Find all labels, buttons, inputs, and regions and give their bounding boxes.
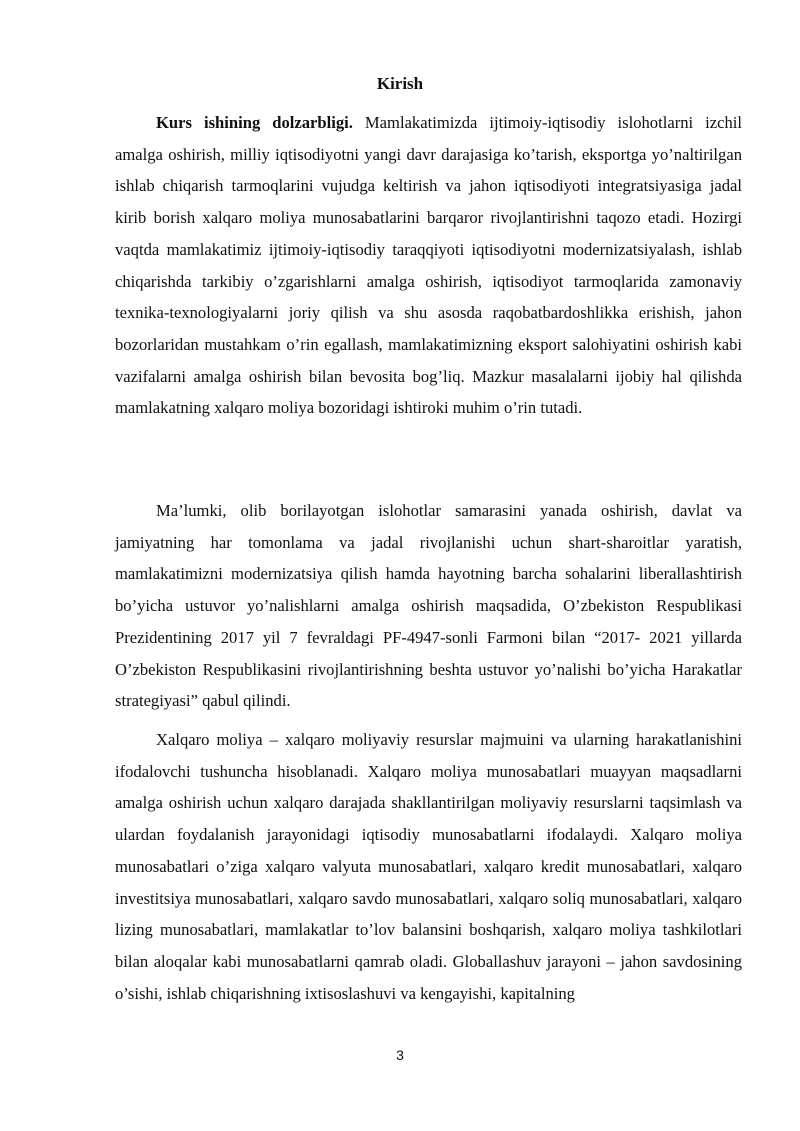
paragraph-text: Mamlakatimizda ijtimoiy-iqtisodiy islohotlarni izchil amalga oshirish, milliy iqtisodiyotni yangi davr darajasiga ko’tarish, eksportga yo’naltirilgan ishlab chiqarish tarmoqlarini vujudga keltirish va jahon iqtisodiyoti integratsiyasiga jadal kirib borish xalqaro moliya munosabatlarini barqaror rivojlantirishni taqozo etadi. Hozirgi vaqtda mamlakatimiz ijtimoiy-iqtisodiy taraqqiyoti iqtisodiyotni modernizatsiyalash, ishlab chiqarishda tarkibiy o’zgarishlarni amalga oshirish, iqtisodiyot tarmoqlarida zamonaviy texnika-texnologiyalarni joriy qilish va shu asosda raqobatbardoshlikka erishish, jahon bozorlaridan mustahkam o’rin egallash, mamlakatimizning eksport salohiyatini oshirish kabi vazifalarni amalga oshirish bilan bevosita bog’liq. Mazkur masalalarni ijobiy hal qilishda mamlakatning xalqaro moliya bozoridagi ishtiroki muhim o’rin tutadi. (115, 113, 742, 418)
section-heading: Kirish (376, 74, 424, 93)
paragraph-relevance (115, 107, 742, 424)
paragraph-text: Xalqaro moliya – xalqaro moliyaviy resurslar majmuini va ularning harakatlanishini ifodalovchi tushuncha hisoblanadi. Xalqaro moliya munosabatlari muayyan maqsadlarni amalga oshirish uchun xalqaro darajada shakllantirilgan moliyaviy resurslarni taqsimlash va ulardan foydalanish jarayonidagi iqtisodiy munosabatlarni ifodalaydi. Xalqaro moliya munosabatlari o’ziga xalqaro valyuta munosabatlari, xalqaro kredit munosabatlari, xalqaro investitsiya munosabatlari, xalqaro savdo munosabatlari, xalqaro soliq munosabatlari, xalqaro lizing munosabatlari, mamlakatlar to’lov balansini boshqarish, xalqaro moliya tashkilotlari bilan aloqalar kabi munosabatlarni qamrab oladi. Globallashuv jarayoni – jahon savdosining o’sishi, ishlab chiqarishning ixtisoslashuvi va kengayishi, kapitalning (115, 730, 742, 1003)
paragraph-international-finance (115, 724, 742, 1009)
paragraph-reforms (115, 495, 742, 717)
paragraph-lead: Kurs ishining dolzarbligi. (156, 113, 353, 132)
page-number: 3 (396, 1047, 404, 1063)
paragraph-text: Ma’lumki, olib borilayotgan islohotlar samarasini yanada oshirish, davlat va jamiyatning har tomonlama va jadal rivojlanishi uchun shart-sharoitlar yaratish, mamlakatimizni modernizatsiya qilish hamda hayotning barcha sohalarini liberallashtirish bo’yicha ustuvor yo’nalishlarni amalga oshirish maqsadida, O’zbekiston Respublikasi Prezidentining 2017 yil 7 fevraldagi PF-4947-sonli Farmoni bilan “2017- 2021 yillarda O’zbekiston Respublikasini rivojlantirishning beshta ustuvor yo’nalishi bo’yicha Harakatlar strategiyasi” qabul qilindi. (115, 501, 742, 711)
